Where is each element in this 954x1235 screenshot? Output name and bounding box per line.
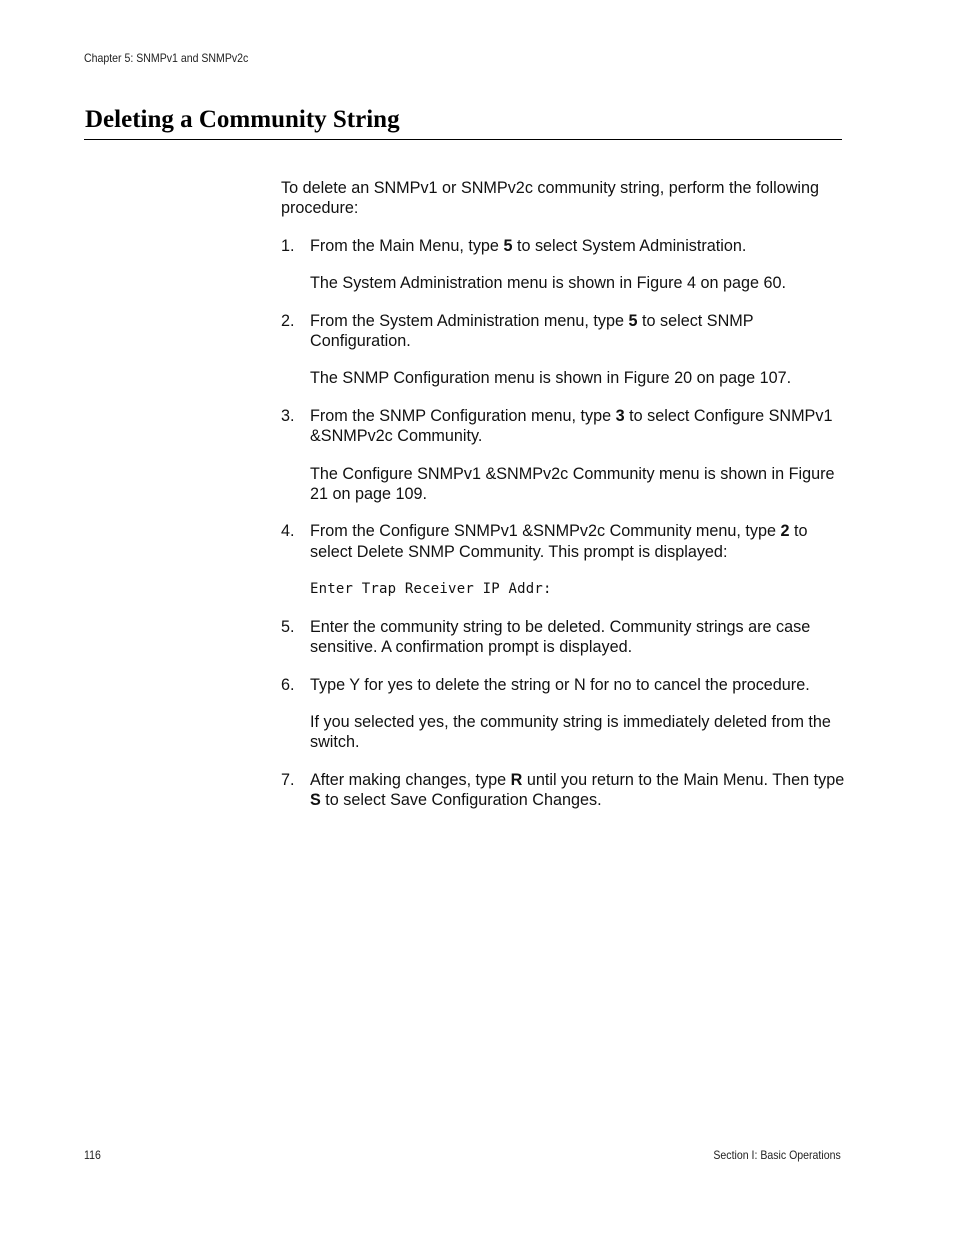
procedure-steps: [281, 236, 849, 811]
step-2: [281, 311, 849, 389]
running-footer: Section I: Basic Operations: [713, 1148, 841, 1162]
step-number: 7.: [281, 770, 295, 789]
title-rule: [84, 139, 842, 140]
step-5: [281, 617, 849, 658]
step-4: [281, 521, 849, 599]
step-number: 2.: [281, 311, 295, 330]
console-prompt: Enter Trap Receiver IP Addr:: [310, 581, 552, 598]
step-number: 5.: [281, 617, 295, 636]
step-number: 1.: [281, 236, 295, 255]
key-label: 3: [615, 406, 625, 425]
step-text: From the Main Menu, type 5 to select System Administration.: [310, 236, 747, 255]
step-note: The System Administration menu is shown in Figure 4 on page 60.: [310, 274, 786, 293]
key-label: 2: [780, 522, 790, 541]
step-text: Enter the community string to be deleted. Community strings are case sensitive. A confirmation prompt is displayed.: [310, 617, 811, 657]
intro-paragraph: To delete an SNMPv1 or SNMPv2c community string, perform the following procedure:: [281, 179, 819, 218]
step-note: The SNMP Configuration menu is shown in Figure 20 on page 107.: [310, 369, 792, 388]
step-text: Type Y for yes to delete the string or N for no to cancel the procedure.: [310, 675, 810, 694]
step-number: 6.: [281, 675, 295, 694]
step-6: [281, 675, 849, 753]
key-label: 5: [628, 311, 638, 330]
step-note: The Configure SNMPv1 &SNMPv2c Community menu is shown in Figure 21 on page 109.: [310, 464, 835, 504]
key-label: 5: [503, 236, 513, 255]
body-content: [281, 178, 849, 828]
key-label: S: [310, 791, 321, 810]
step-text: From the Configure SNMPv1 &SNMPv2c Community menu, type 2 to select Delete SNMP Community. This prompt is displayed:: [310, 522, 808, 561]
step-number: 4.: [281, 522, 295, 541]
page-number: 116: [84, 1148, 101, 1162]
step-text: From the SNMP Configuration menu, type 3 to select Configure SNMPv1 &SNMPv2c Community.: [310, 406, 833, 446]
step-text: After making changes, type R until you return to the Main Menu. Then type S to select Save Configuration Changes.: [310, 770, 845, 810]
section-title: Deleting a Community String: [85, 106, 400, 133]
step-note: If you selected yes, the community string is immediately deleted from the switch.: [310, 712, 831, 752]
step-3: [281, 406, 849, 505]
step-text: From the System Administration menu, type 5 to select SNMP Configuration.: [310, 311, 754, 351]
running-header: Chapter 5: SNMPv1 and SNMPv2c: [84, 51, 249, 65]
key-label: R: [510, 770, 523, 789]
step-1: [281, 236, 849, 294]
step-number: 3.: [281, 406, 295, 425]
step-7: [281, 770, 849, 811]
